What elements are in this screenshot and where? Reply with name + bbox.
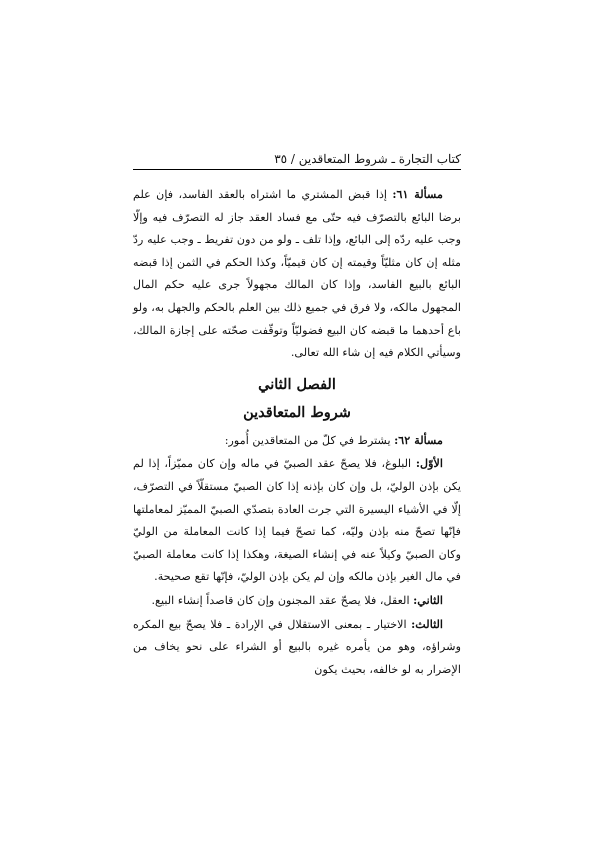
condition-2-text: العقل، فلا يصحّ عقد المجنون وإن كان قاصداً إنشاء البيع. xyxy=(151,593,414,607)
chapter-title: الفصل الثاني xyxy=(258,375,336,393)
condition-3-label: الثالث: xyxy=(411,616,443,631)
issue-62-label: مسألة ٦٢: xyxy=(394,432,443,447)
issue-62-paragraph xyxy=(133,429,461,453)
chapter-subtitle: شروط المتعاقدين xyxy=(243,403,351,421)
header-divider xyxy=(133,169,461,170)
condition-3-text: الاختيار ـ بمعنى الاستقلال في الإرادة ـ فلا يصحّ بيع المكره وشراؤه، وهو من يأمره غيره بالبيع أو الشراء على نحو يخاف من الإضرار به لو خالفه، بحيث يكون xyxy=(133,617,461,676)
condition-3-paragraph xyxy=(133,613,461,682)
issue-62-text: يشترط في كلّ من المتعاقدين أُمور: xyxy=(224,433,395,447)
issue-61-paragraph xyxy=(133,183,461,365)
issue-61-label: مسألة ٦١: xyxy=(392,187,444,201)
condition-1-paragraph xyxy=(133,452,461,589)
condition-2-label: الثاني: xyxy=(413,592,443,607)
page-body xyxy=(133,183,461,681)
condition-1-text: البلوغ، فلا يصحّ عقد الصبيّ في ماله وإن كان مميّزاً، إذا لم يكن بإذن الوليّ، بل وإن كان بإذنه إذا كان الصبيّ مستقلّاً في التصرّف، إلّا في الأشياء اليسيرة التي جرت العادة بتصدّي الصبيّ المميّز لمعاملتها فإنّها تصحّ منه بإذن وليّه، كما تصحّ فيما إذا كانت المعاملة من الوليّ وكان الصبيّ وكيلاً عنه في إنشاء الصيغة، وهكذا إذا كانت معاملة الصبيّ في مال الغير بإذن مالكه وإن لم يكن بإذن الوليّ، فإنّها تقع صحيحة. xyxy=(133,457,461,584)
issue-61-text: إذا قبض المشتري ما اشتراه بالعقد الفاسد، فإن علم برضا البائع بالتصرّف فيه حتّى مع فساد العقد جاز له التصرّف فيه وإلّا وجب عليه ردّه إلى البائع، وإذا تلف ـ ولو من دون تفريط ـ وجب عليه ردّ مثله إن كان مثليّاً وقيمته إن كان قيميّاً، وكذا الحكم في الثمن إذا قبضه البائع بالبيع الفاسد، وإذا كان المالك مجهولاً جرى عليه حكم المال المجهول مالكه، ولا فرق في جميع ذلك بين العلم بالحكم والجهل به، ولو باع أحدهما ما قبضه كان البيع فضوليّاً وتوقّفت صحّته على إجازة المالك، وسيأتي الكلام فيه إن شاء الله تعالى. xyxy=(133,188,461,360)
condition-1-label: الأوّل: xyxy=(415,456,443,471)
running-header: كتاب التجارة ـ شروط المتعاقدين / ٣٥ xyxy=(274,152,461,166)
condition-2-paragraph xyxy=(133,589,461,613)
